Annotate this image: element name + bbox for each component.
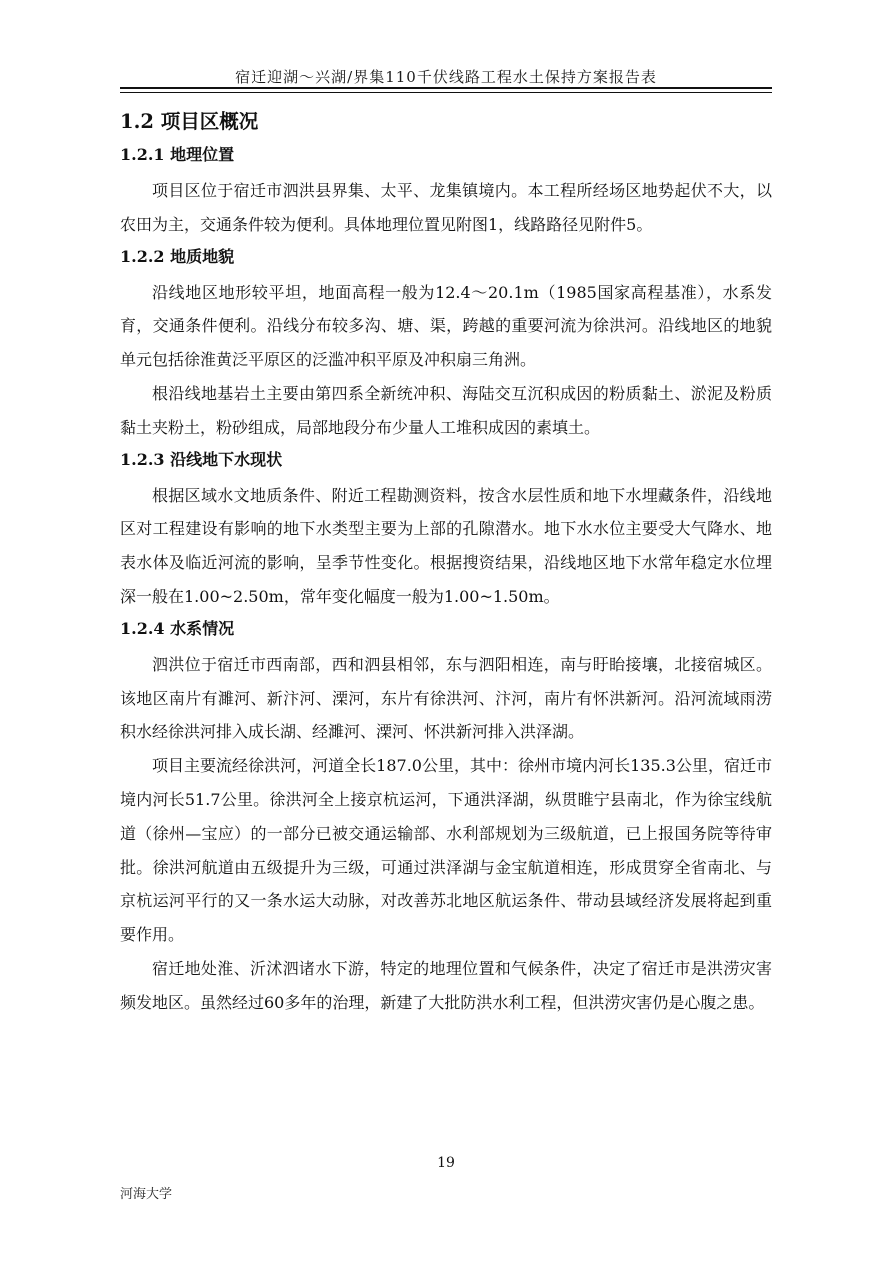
page-content bbox=[120, 104, 772, 1020]
footer-organization: 河海大学 bbox=[120, 1187, 173, 1202]
paragraph-geology-terrain: 沿线地区地形较平坦，地面高程一般为12.4～20.1m（1985国家高程基准），水系发育，交通条件便利。沿线分布较多沟、塘、渠，跨越的重要河流为徐洪河。沿线地区的地貌单元包括徐淮黄泛平原区的泛滥冲积平原及冲积扇三角洲。 bbox=[120, 282, 772, 370]
header-rule-thin bbox=[120, 92, 772, 93]
paragraph-groundwater: 根据区域水文地质条件、附近工程勘测资料，按含水层性质和地下水埋藏条件，沿线地区对工程建设有影响的地下水类型主要为上部的孔隙潜水。地下水水位主要受大气降水、地表水体及临近河流的影响，呈季节性变化。根据搜资结果，沿线地区地下水常年稳定水位埋深一般在1.00~2.50m，常年变化幅度一般为1.00~1.50m。 bbox=[120, 485, 772, 606]
section-title: 1.2 项目区概况 bbox=[120, 110, 259, 133]
subsection-title-water-system: 1.2.4 水系情况 bbox=[120, 618, 235, 638]
paragraph-water-system-river: 项目主要流经徐洪河，河道全长187.0公里，其中：徐州市境内河长135.3公里，宿迁市境内河长51.7公里。徐洪河全上接京杭运河，下通洪泽湖，纵贯睢宁县南北，作为徐宝线航道（徐州—宝应）的一部分已被交通运输部、水利部规划为三级航道，已上报国务院等待审批。徐洪河航道由五级提升为三级，可通过洪泽湖与金宝航道相连，形成贯穿全省南北、与京杭运河平行的又一条水运大动脉，对改善苏北地区航运条件、带动县域经济发展将起到重要作用。 bbox=[120, 756, 772, 945]
paragraph-geology-soil: 根沿线地基岩土主要由第四系全新统冲积、海陆交互沉积成因的粉质黏土、淤泥及粉质黏土夹粉土，粉砂组成，局部地段分布少量人工堆积成因的素填土。 bbox=[120, 383, 772, 437]
subsection-title-groundwater: 1.2.3 沿线地下水现状 bbox=[120, 449, 283, 469]
subsection-title-geography: 1.2.1 地理位置 bbox=[120, 145, 235, 164]
paragraph-water-system-flood: 宿迁地处淮、沂沭泗诸水下游，特定的地理位置和气候条件，决定了宿迁市是洪涝灾害频发地区。虽然经过60多年的治理，新建了大批防洪水利工程，但洪涝灾害仍是心腹之患。 bbox=[120, 958, 772, 1012]
header-rule-thick bbox=[120, 87, 772, 89]
paragraph-geography: 项目区位于宿迁市泗洪县界集、太平、龙集镇境内。本工程所经场区地势起伏不大，以农田为主，交通条件较为便利。具体地理位置见附图1，线路路径见附件5。 bbox=[120, 181, 772, 234]
running-header: 宿迁迎湖～兴湖/界集110千伏线路工程水土保持方案报告表 bbox=[235, 68, 657, 86]
subsection-title-geology: 1.2.2 地质地貌 bbox=[120, 246, 235, 266]
paragraph-water-system-location: 泗洪位于宿迁市西南部，西和泗县相邻，东与泗阳相连，南与盱眙接壤，北接宿城区。该地区南片有濉河、新汴河、溧河，东片有徐洪河、汴河，南片有怀洪新河。沿河流域雨涝积水经徐洪河排入成长湖、经濉河、溧河、怀洪新河排入洪泽湖。 bbox=[120, 654, 772, 742]
page-number: 19 bbox=[437, 1155, 455, 1171]
